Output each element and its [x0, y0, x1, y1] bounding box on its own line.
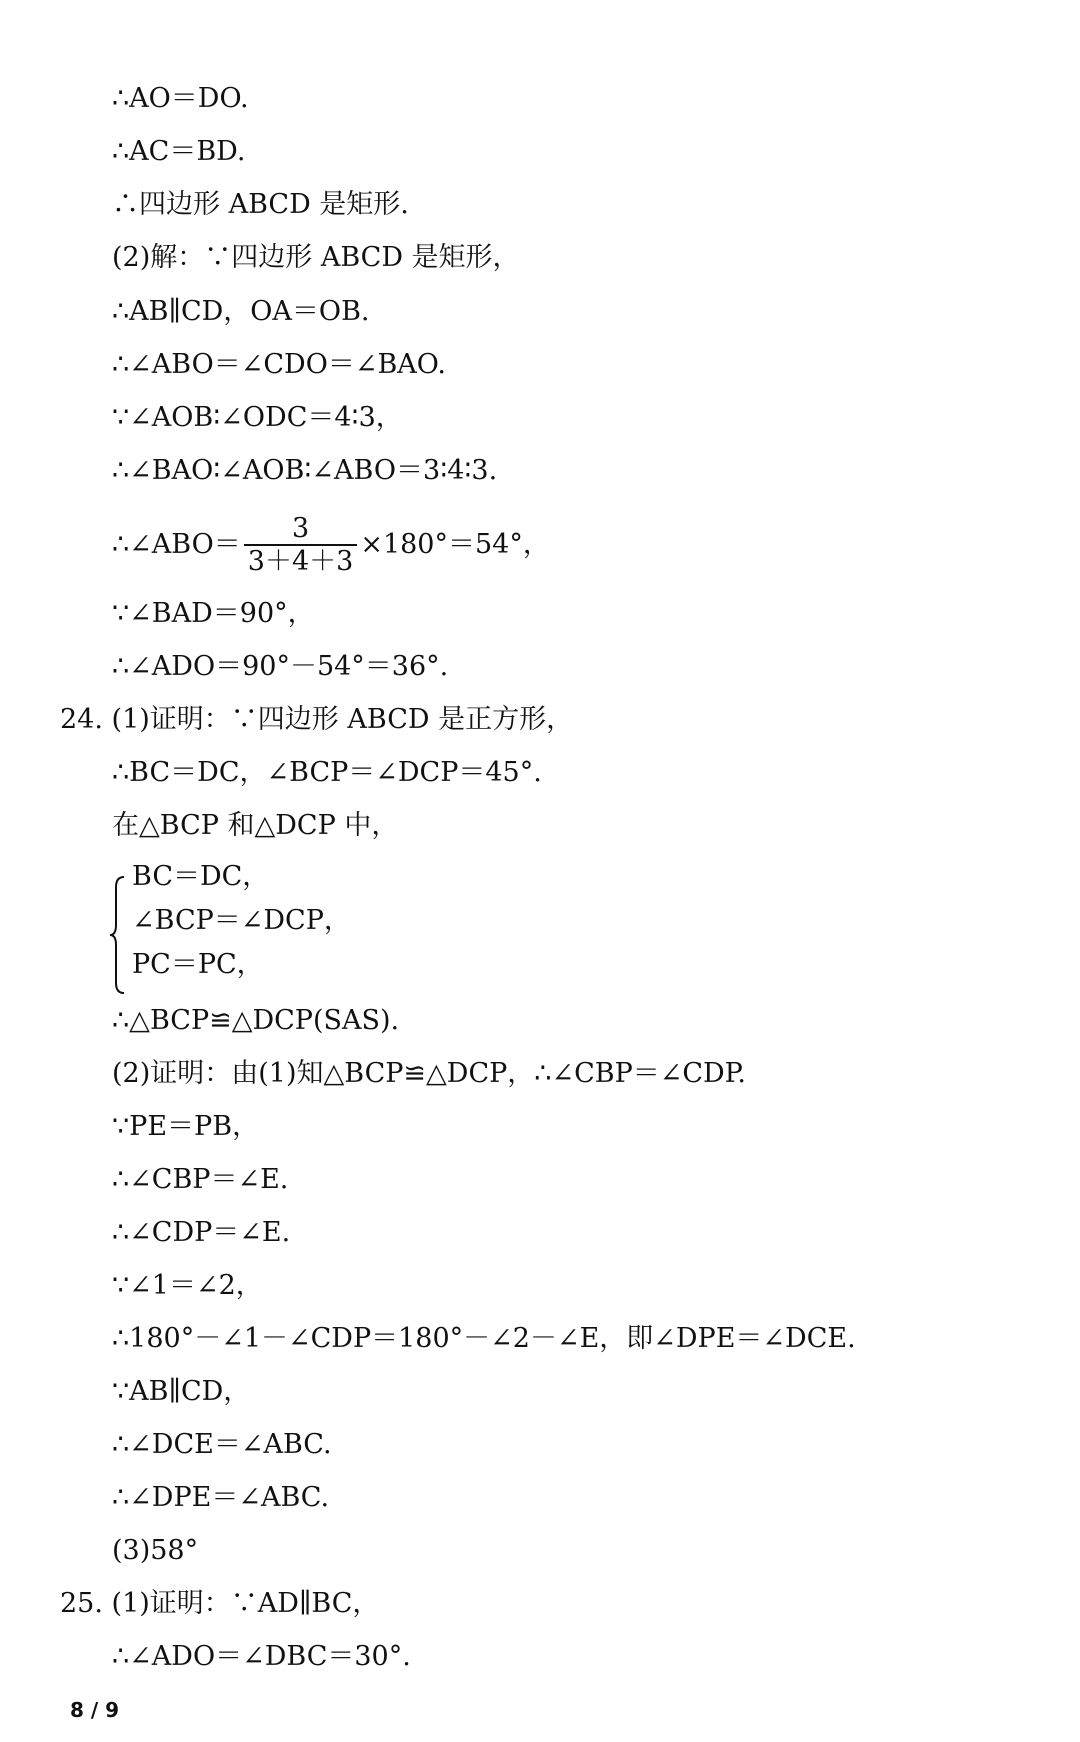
text-line: (2)解：∵四边形 ABCD 是矩形，	[112, 242, 520, 273]
fraction	[244, 514, 358, 578]
system-line: PC＝PC，	[132, 949, 264, 980]
system-line: ∠BCP＝∠DCP，	[132, 905, 351, 936]
text-line: ∴∠BAO∶∠AOB∶∠ABO＝3∶4∶3.	[112, 455, 498, 486]
text-line: ∴∠ADO＝90°－54°＝36°.	[112, 651, 449, 682]
text-line: ∵PE＝PB，	[112, 1111, 260, 1142]
question-24	[60, 703, 573, 737]
fraction-suffix: ×180°＝54°，	[360, 529, 550, 560]
text-line: ∴180°－∠1－∠CDP＝180°－∠2－∠E，即∠DPE＝∠DCE.	[112, 1323, 856, 1354]
fraction-numerator: 3	[244, 514, 358, 546]
fraction-prefix: ∴∠ABO＝	[112, 529, 241, 560]
text-line: ∴∠DPE＝∠ABC.	[112, 1482, 330, 1513]
question-part: (1)证明：∵AD∥BC，	[111, 1588, 380, 1619]
text-line: ∵∠AOB∶∠ODC＝4∶3，	[112, 402, 403, 433]
question-25	[60, 1587, 379, 1621]
text-line: ∵∠1＝∠2，	[112, 1270, 263, 1301]
text-line: ∴AO＝DO.	[112, 83, 249, 114]
fraction-denominator: 3＋4＋3	[247, 545, 354, 577]
text-line: ∴AC＝BD.	[112, 136, 246, 167]
text-line: 在△BCP 和△DCP 中，	[112, 810, 399, 841]
text-line: (3)58°	[112, 1535, 199, 1566]
text-line: ∴BC＝DC，∠BCP＝∠DCP＝45°.	[112, 757, 542, 788]
text-line: ∴∠DCE＝∠ABC.	[112, 1429, 332, 1460]
text-line: ∵∠BAD＝90°，	[112, 598, 315, 629]
question-number: 24.	[60, 704, 103, 735]
text-line: (2)证明：由(1)知△BCP≌△DCP，∴∠CBP＝∠CDP.	[112, 1058, 746, 1089]
question-number: 25.	[60, 1588, 103, 1619]
text-line: ∴∠ADO＝∠DBC＝30°.	[112, 1641, 411, 1672]
page-number: 8 / 9	[70, 1698, 120, 1722]
text-line: ∴四边形 ABCD 是矩形.	[112, 189, 409, 220]
system-line: BC＝DC，	[132, 861, 270, 892]
text-line: ∴∠ABO＝∠CDO＝∠BAO.	[112, 349, 446, 380]
text-line: ∴△BCP≌△DCP(SAS).	[112, 1005, 400, 1036]
text-line: ∴AB∥CD，OA＝OB.	[112, 296, 370, 327]
text-line: ∴∠CDP＝∠E.	[112, 1217, 291, 1248]
fraction-line	[112, 510, 550, 580]
question-part: (1)证明：∵四边形 ABCD 是正方形，	[111, 704, 574, 735]
left-brace-icon	[108, 875, 126, 995]
text-line: ∴∠CBP＝∠E.	[112, 1164, 289, 1195]
text-line: ∵AB∥CD，	[112, 1376, 251, 1407]
